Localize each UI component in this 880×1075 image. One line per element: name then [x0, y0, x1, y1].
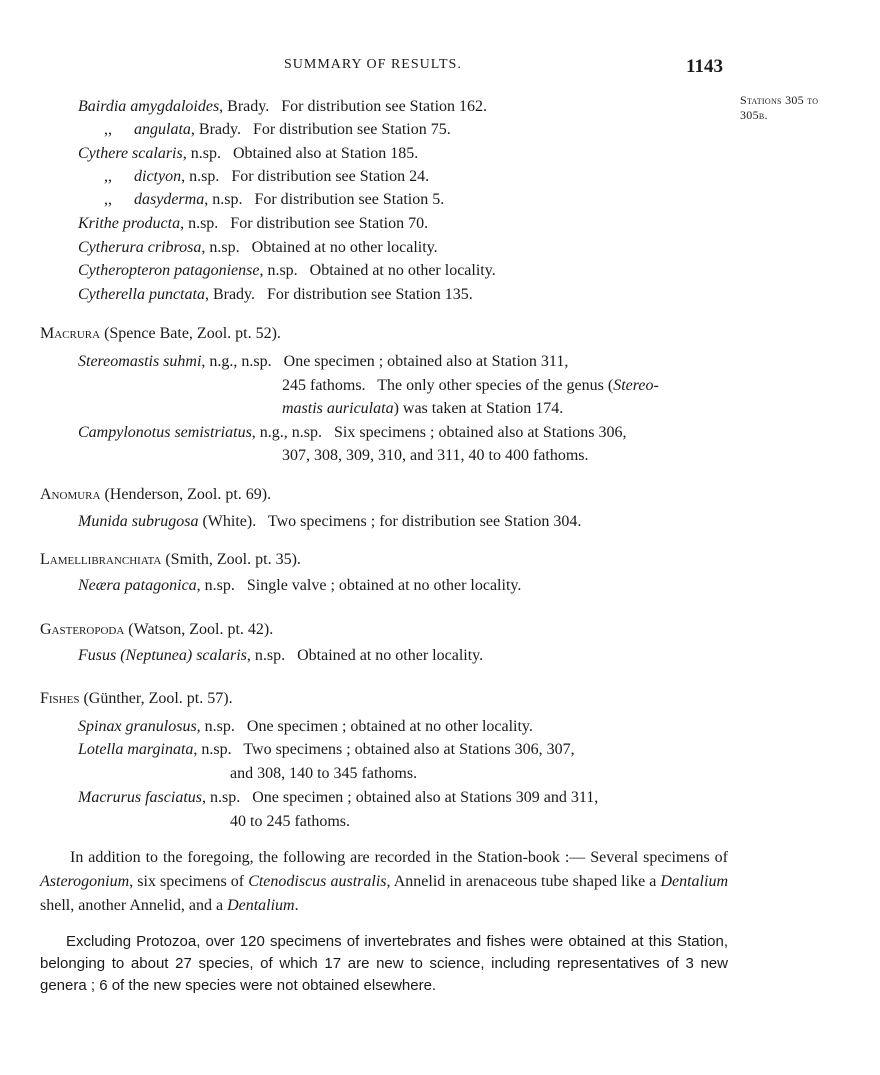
- species-detail: , Brady. For distribution see Station 162.: [219, 98, 488, 115]
- species-detail: (White). Two specimens ; for distribution see Station 304.: [198, 513, 582, 530]
- species-name: Macrurus fasciatus: [78, 789, 202, 806]
- species-entry: [78, 353, 728, 371]
- group-heading-anomura: [40, 486, 271, 504]
- group-name: Anomura: [40, 486, 101, 503]
- species-entry: [78, 286, 473, 304]
- species-entry: [78, 262, 496, 280]
- group-name: Gasteropoda: [40, 621, 125, 638]
- margin-note-line2: 305b.: [740, 108, 768, 122]
- group-name: Fishes: [40, 690, 80, 707]
- species-detail: , n.sp. Two specimens ; obtained also at Stations 306, 307,: [193, 741, 575, 758]
- station-summary-paragraph: Excluding Protozoa, over 120 specimens of invertebrates and fishes were obtained at this Station, belonging to about 27 species, of which 17 are new to science, including representatives of 3 new genera ; 6 of the new species were not obtained elsewhere.: [40, 933, 728, 994]
- species-name: Campylonotus semistriatus: [78, 424, 252, 441]
- species-name: Stereomastis suhmi: [78, 353, 202, 370]
- species-entry: [78, 741, 575, 759]
- species-name: Cytheropteron patagoniense: [78, 262, 260, 279]
- species-detail: , n.sp. Obtained also at Station 185.: [182, 145, 419, 162]
- group-reference: (Spence Bate, Zool. pt. 52).: [100, 325, 281, 342]
- species-name: dasyderma: [134, 191, 205, 208]
- species-name: Munida subrugosa: [78, 513, 199, 530]
- ditto-mark: ,,: [104, 121, 112, 138]
- species-detail: , n.sp. One specimen ; obtained also at Stations 309 and 311,: [202, 789, 599, 806]
- species-entry: [78, 789, 598, 807]
- species-entry: [104, 168, 429, 186]
- species-name: Neæra patagonica: [78, 577, 197, 594]
- species-detail-continued: 245 fathoms. The only other species of the genus (Stereo-: [282, 377, 659, 394]
- species-detail-continued: 40 to 245 fathoms.: [230, 813, 350, 830]
- species-name: Lotella marginata: [78, 741, 194, 758]
- species-detail: , Brady. For distribution see Station 75.: [190, 121, 451, 138]
- species-detail: , n.sp. One specimen ; obtained at no other locality.: [196, 718, 533, 735]
- species-entry: [78, 215, 428, 233]
- margin-note-line1: Stations 305 to: [740, 93, 819, 107]
- species-detail: , n.sp. Obtained at no other locality.: [259, 262, 496, 279]
- species-detail: , n.sp. For distribution see Station 5.: [204, 191, 445, 208]
- species-detail: , n.g., n.sp. Six specimens ; obtained also at Stations 306,: [251, 424, 627, 441]
- species-detail: , n.sp. Obtained at no other locality.: [201, 239, 438, 256]
- species-name: angulata: [134, 121, 191, 138]
- species-entry: [78, 239, 438, 257]
- ditto-mark: ,,: [104, 168, 112, 185]
- species-entry: [104, 121, 451, 139]
- group-heading-macrura: [40, 325, 281, 343]
- species-entry: [78, 98, 487, 116]
- running-header: SUMMARY OF RESULTS.: [284, 57, 462, 72]
- species-name: Cythere scalaris: [78, 145, 183, 162]
- species-entry: [104, 191, 444, 209]
- species-name: Cytherella punctata: [78, 286, 205, 303]
- species-entry: [78, 145, 418, 163]
- species-detail: , n.sp. Obtained at no other locality.: [246, 647, 484, 664]
- species-entry: [78, 647, 483, 665]
- page-number: 1143: [686, 56, 723, 77]
- species-detail: , n.sp. Single valve ; obtained at no other locality.: [196, 577, 522, 594]
- species-name: Spinax granulosus: [78, 718, 197, 735]
- species-detail-continued: mastis auriculata) was taken at Station 174.: [282, 400, 564, 417]
- group-reference: (Watson, Zool. pt. 42).: [124, 621, 274, 638]
- group-heading-lamellibranchiata: [40, 551, 301, 569]
- species-name: Cytherura cribrosa: [78, 239, 202, 256]
- species-entry: [78, 424, 626, 442]
- group-reference: (Smith, Zool. pt. 35).: [161, 551, 301, 568]
- species-detail: , Brady. For distribution see Station 135.: [204, 286, 473, 303]
- species-name: dictyon: [134, 168, 182, 185]
- species-detail: , n.sp. For distribution see Station 70.: [180, 215, 429, 232]
- species-detail-continued: and 308, 140 to 345 fathoms.: [230, 765, 418, 782]
- species-detail-continued: 307, 308, 309, 310, and 311, 40 to 400 fathoms.: [282, 447, 589, 464]
- group-reference: (Günther, Zool. pt. 57).: [79, 690, 233, 707]
- species-name: Bairdia amygdaloides: [78, 98, 220, 115]
- species-name: Krithe producta: [78, 215, 181, 232]
- additional-records-paragraph: In addition to the foregoing, the following are recorded in the Station-book :— Several specimens of Asterogonium, six specimens of Ctenodiscus australis, Annelid in arenaceous tube shaped like a Dentalium shell, another Annelid, and a Dentalium.: [40, 849, 728, 914]
- species-entry: [78, 718, 533, 736]
- species-name: Fusus (Neptunea) scalaris: [78, 647, 247, 664]
- ditto-mark: ,,: [104, 191, 112, 208]
- species-detail: , n.g., n.sp. One specimen ; obtained also at Station 311,: [201, 353, 569, 370]
- species-detail: , n.sp. For distribution see Station 24.: [181, 168, 430, 185]
- species-entry: [78, 577, 521, 595]
- group-heading-gasteropoda: [40, 621, 273, 639]
- group-heading-fishes: [40, 690, 233, 708]
- group-reference: (Henderson, Zool. pt. 69).: [100, 486, 272, 503]
- species-entry: [78, 513, 581, 531]
- margin-note: [740, 93, 818, 123]
- group-name: Macrura: [40, 325, 101, 342]
- group-name: Lamellibranchiata: [40, 551, 162, 568]
